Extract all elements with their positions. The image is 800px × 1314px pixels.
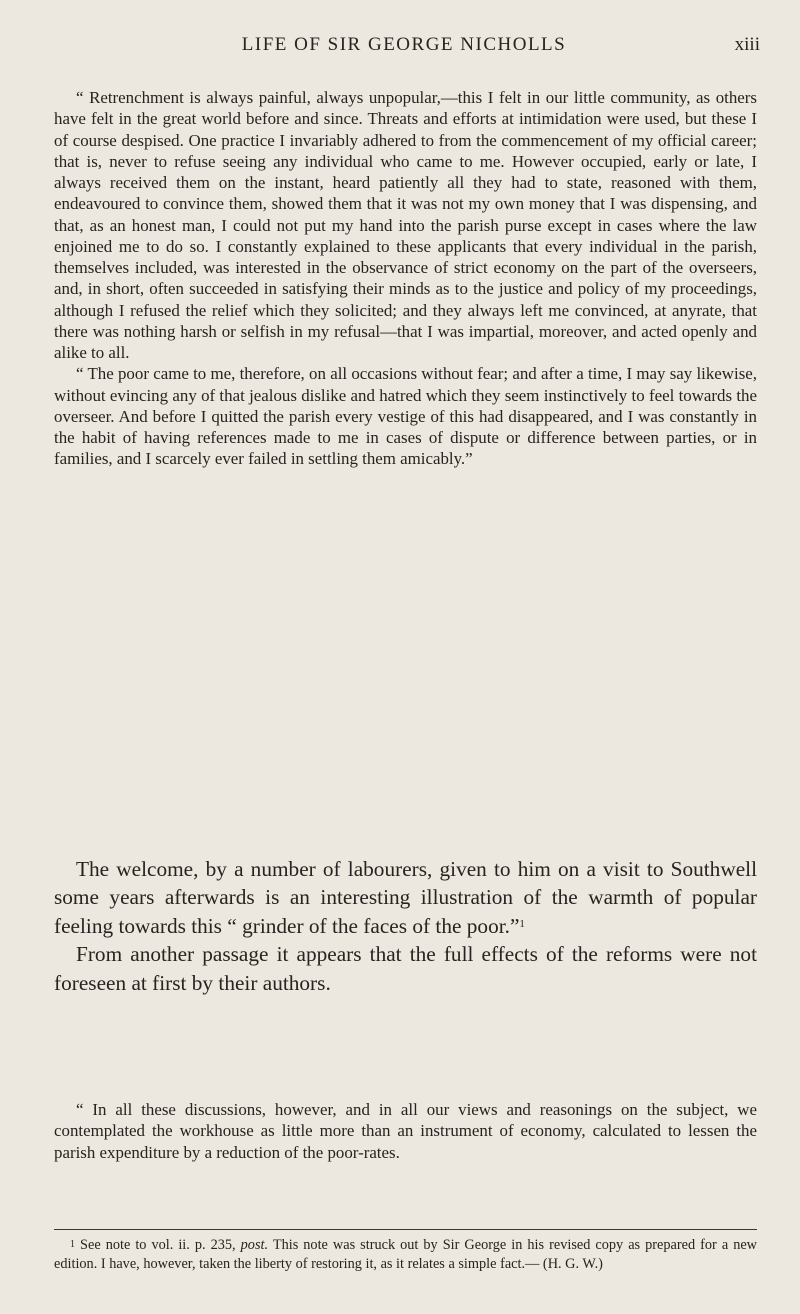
quote-paragraph-poor-came: “ The poor came to me, therefore, on all occasions without fear; and after a time, I may say likewise, without evincing any of that jealous dislike and hatred which they seem instinctively to feel towards the overseer. And before I quitted the parish every vestige of this had disappeared, and I was constantly in the habit of having references made to me in cases of dispute or difference between parties, or in families, and I scarcely ever failed in settling them amicably.” <box>54 364 757 469</box>
quote-paragraph-retrenchment: “ Retrenchment is always painful, always unpopular,—this I felt in our little community, as others have felt in the great world before and since. Threats and efforts at intimidation were used, but these I of course despised. One practice I invariably adhered to from the commencement of my official career; that is, never to refuse seeing any individual who came to me. However occupied, early or late, I always received them on the instant, heard patiently all they had to state, reasoned with them, endeavoured to convince them, showed them that it was not my own money that I was dispensing, and that, as an honest man, I could not put my hand into the parish purse except in cases where the law enjoined me to do so. I constantly explained to these applicants that every individual in the parish, themselves included, was interested in the observance of strict economy on the part of the overseers, and, in short, often succeeded in satisfying their minds as to the justice and policy of my proceedings, although I refused the relief which they solicited; and they always left me convinced, at anyrate, that there was nothing harsh or selfish in my refusal—that I was impartial, moreover, and acted openly and alike to all. <box>54 88 757 362</box>
page-header <box>48 30 760 58</box>
quote-block-retrenchment <box>54 87 757 470</box>
quote-paragraph-discussions: “ In all these discussions, however, and in all our views and reasonings on the subject, we contemplated the workhouse as little more than an instrument of economy, calculated to lessen the parish expenditure by a reduction of the poor-rates. <box>54 1100 757 1162</box>
footnote-italic: post. <box>240 1237 269 1253</box>
footnote-paragraph <box>54 1236 757 1274</box>
body-text-block <box>54 855 757 997</box>
running-head: LIFE OF SIR GEORGE NICHOLLS <box>241 34 567 55</box>
footnote <box>54 1236 757 1274</box>
footnote-text-after: This note was struck out by Sir George in his revised copy as prepared for a new edition. I have, however, taken the liberty of restoring it, as it relates a simple fact.— (H. G. W.) <box>54 1237 758 1272</box>
page-number: xiii <box>734 34 760 55</box>
footnote-divider <box>54 1229 757 1230</box>
footnote-marker: 1 <box>70 1239 75 1250</box>
quote-block-discussions <box>54 1099 757 1163</box>
footnote-text-before: See note to vol. ii. p. 235, <box>80 1237 236 1253</box>
body-paragraph-welcome-text: The welcome, by a number of labourers, given to him on a visit to Southwell some years afterwards is an interesting illustration of the warmth of popular feeling towards this “ grinder of the faces of the poor.” <box>54 857 757 938</box>
body-paragraph-reforms: From another passage it appears that the full effects of the reforms were not foreseen at first by their authors. <box>54 942 757 995</box>
footnote-reference: 1 <box>519 917 525 930</box>
body-paragraph-welcome <box>54 855 757 940</box>
